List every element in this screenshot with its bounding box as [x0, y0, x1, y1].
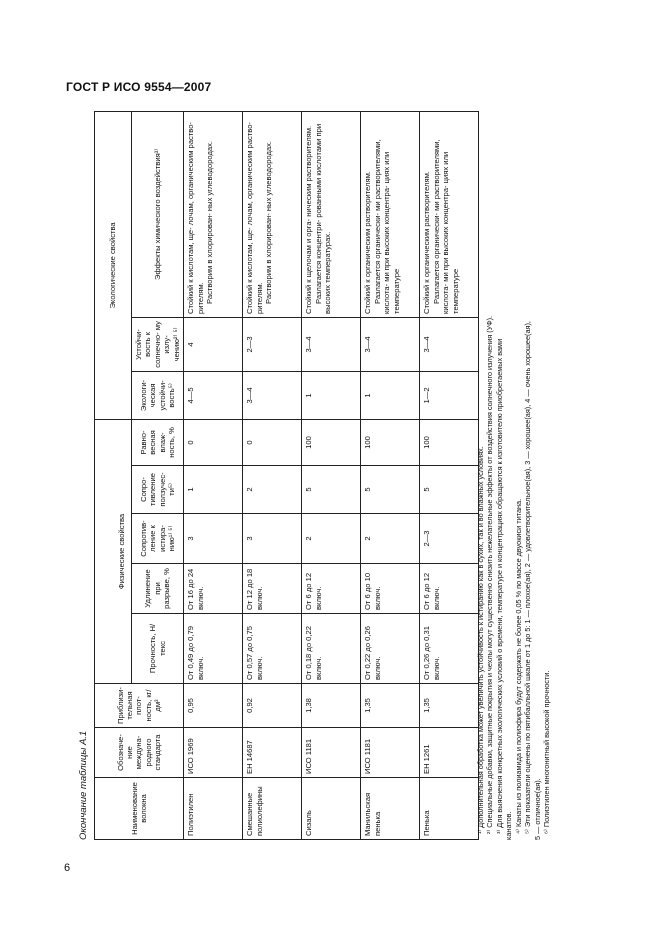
table-row	[243, 111, 302, 839]
cell-elongation: От 6 до 10 включ.	[361, 564, 420, 614]
cell-uv-resistance: 2—3	[243, 317, 302, 371]
table-row	[302, 111, 361, 839]
chem-degradation-text: Растворим в хлорирован- ных углеводородах.	[205, 140, 215, 304]
footnote: ¹⁾ Дополнительная обработка может увеличить устойчивость к истиранию как в сухих, так и во влажных условиях.	[476, 446, 485, 834]
cell-chemical	[361, 111, 420, 317]
col-header-chemical: Эффекты химического воздействия³⁾	[132, 111, 184, 317]
cell-moisture: 100	[302, 419, 361, 465]
cell-creep: 5	[302, 466, 361, 514]
table-row	[361, 111, 420, 839]
cell-chemical	[243, 111, 302, 317]
cell-strength: От 0,18 до 0,22 включ.	[302, 614, 361, 684]
cell-abrasion: 2	[361, 514, 420, 564]
footnotes	[476, 112, 552, 840]
rotated-table-area	[74, 100, 584, 840]
footnote: ³⁾ Для выяснения конкретных экологических условий о времени, температуре и концентрациях обращаются к изготовителю приобретаемых вами	[494, 338, 504, 834]
cell-eco-stability: 3—4	[243, 371, 302, 419]
cell-elongation: От 6 до 12 включ.	[302, 564, 361, 614]
chem-resistance-text: Стойкий к кислотам, ще- лочам, органическим раство- рителям.	[245, 122, 264, 314]
cell-creep: 5	[361, 466, 420, 514]
cell-eco-stability: 1—2	[420, 371, 479, 419]
cell-uv-resistance: 3—4	[420, 317, 479, 371]
cell-standard: ИСО 1181	[361, 728, 420, 778]
cell-strength: От 0,26 до 0,31 включ.	[420, 614, 479, 684]
cell-abrasion: 3	[243, 514, 302, 564]
footnote: ⁵⁾ Эти показатели оценены по пятибалльной шкале от 1 до 5: 1 — плохое(ая), 2 — удовлетворительное(ая), 3 — хорошее(ая), 4 — очень хорошее(ая),	[523, 321, 533, 834]
cell-moisture: 100	[420, 419, 479, 465]
table-caption: Окончание таблицы А.1	[78, 730, 89, 840]
footnote-continuation: канатов.	[504, 811, 514, 840]
cell-density: 1,38	[302, 684, 361, 728]
chem-degradation-text: Разлагается концентри- рованными кислотами при высоких температурах.	[313, 123, 333, 314]
cell-abrasion: 3	[184, 514, 243, 564]
cell-density: 1,35	[361, 684, 420, 728]
document-header: ГОСТ Р ИСО 9554—2007	[66, 80, 212, 94]
cell-chemical	[184, 111, 243, 317]
chem-degradation-text: Растворим в хлорирован- ных углеводородах.	[264, 140, 274, 304]
col-header-creep: Сопро- тивление ползучес- ти⁵⁾	[132, 466, 184, 514]
cell-density: 1,35	[420, 684, 479, 728]
col-header-uv-resistance: Устойчи- вость к солнечно- му излу- чению²⁾ ⁵⁾	[132, 317, 184, 371]
col-header-strength: Прочность, Н/текс	[132, 614, 184, 684]
cell-uv-resistance: 4	[184, 317, 243, 371]
cell-creep: 5	[420, 466, 479, 514]
group-header-ecological: Экологические свойства	[95, 111, 132, 419]
col-header-standard: Обозначе- ние междуна- родного стандарта	[95, 728, 184, 778]
cell-fiber: Пенька	[420, 778, 479, 840]
chem-resistance-text: Стойкий к щелочам и орга- ническим растворителям.	[304, 125, 314, 314]
fiber-properties-table	[94, 111, 479, 840]
footnote-continuation: 5 — отличное(ая).	[532, 778, 542, 840]
cell-fiber: Сизаль	[302, 778, 361, 840]
cell-fiber: Смешанные полиолефины	[243, 778, 302, 840]
cell-fiber: Полиэтилен	[184, 778, 243, 840]
cell-moisture: 0	[184, 419, 243, 465]
footnote: ⁶⁾ Полиэтилен многонитный высокой прочности.	[542, 670, 552, 834]
table-row	[420, 111, 479, 839]
chem-degradation-text: Разлагается органически- ми растворителями, кислота- ми при высоких концентра- циях или температуре	[431, 139, 460, 314]
cell-eco-stability: 1	[302, 371, 361, 419]
cell-standard: ЕН 1261	[420, 728, 479, 778]
page-number: 6	[64, 862, 71, 874]
col-header-moisture: Равно- весная влаж- ность, %	[132, 419, 184, 465]
blank-header-spacer	[95, 419, 114, 683]
col-header-density: Приблизи- тельная плот- ность, кг/дм³	[95, 684, 184, 728]
footnote: ²⁾ Специальные добавки, защитные покрытия и чехлы могут существенно снизить нежелательные эффекты от воздействия солнечного излучения (УФ).	[485, 315, 495, 834]
footnote: ⁴⁾ Канаты из полиамида и полиэфира будут содержать не более 0,05 % по массе двуокиси титана.	[513, 498, 523, 834]
col-header-abrasion: Сопротив- ление к истира- нию¹⁾ ⁵⁾	[132, 514, 184, 564]
chem-resistance-text: Стойкий к органическим растворителям.	[422, 171, 432, 314]
cell-elongation: От 12 до 18 включ.	[243, 564, 302, 614]
cell-eco-stability: 1	[361, 371, 420, 419]
col-header-eco-stability: Экологи- ческая устойчи- вость⁵⁾	[132, 371, 184, 419]
cell-creep: 1	[184, 466, 243, 514]
cell-standard: ЕН 14687	[243, 728, 302, 778]
cell-elongation: От 6 до 12 включ.	[420, 564, 479, 614]
cell-chemical	[420, 111, 479, 317]
cell-abrasion: 2—3	[420, 514, 479, 564]
cell-strength: От 0,22 до 0,26 включ.	[361, 614, 420, 684]
cell-abrasion: 2	[302, 514, 361, 564]
cell-moisture: 0	[243, 419, 302, 465]
cell-standard: ИСО 1969	[184, 728, 243, 778]
cell-eco-stability: 4—5	[184, 371, 243, 419]
cell-density: 0,95	[184, 684, 243, 728]
cell-fiber: Манильская пенька	[361, 778, 420, 840]
chem-resistance-text: Стойкий к кислотам, ще- лочам, органическим раство- рителям.	[186, 122, 205, 314]
col-header-fiber: Наименование волокна	[95, 778, 184, 840]
col-header-elongation: Удлинение при разрыве, %	[132, 564, 184, 614]
cell-elongation: От 16 до 24 включ.	[184, 564, 243, 614]
table-row	[184, 111, 243, 839]
cell-strength: От 0,57 до 0,75 включ.	[243, 614, 302, 684]
chem-degradation-text: Разлагается органически- ми растворителями, кислота- ми при высоких концентра- циях или температуре	[372, 139, 401, 314]
chem-resistance-text: Стойкий к органическим растворителям.	[363, 171, 373, 314]
cell-creep: 2	[243, 466, 302, 514]
cell-standard: ИСО 1181	[302, 728, 361, 778]
cell-density: 0,92	[243, 684, 302, 728]
cell-uv-resistance: 3—4	[302, 317, 361, 371]
cell-uv-resistance: 3—4	[361, 317, 420, 371]
cell-moisture: 100	[361, 419, 420, 465]
group-header-physical: Физические свойства	[113, 419, 132, 683]
cell-strength: От 0,49 до 0,79 включ.	[184, 614, 243, 684]
cell-chemical	[302, 111, 361, 317]
